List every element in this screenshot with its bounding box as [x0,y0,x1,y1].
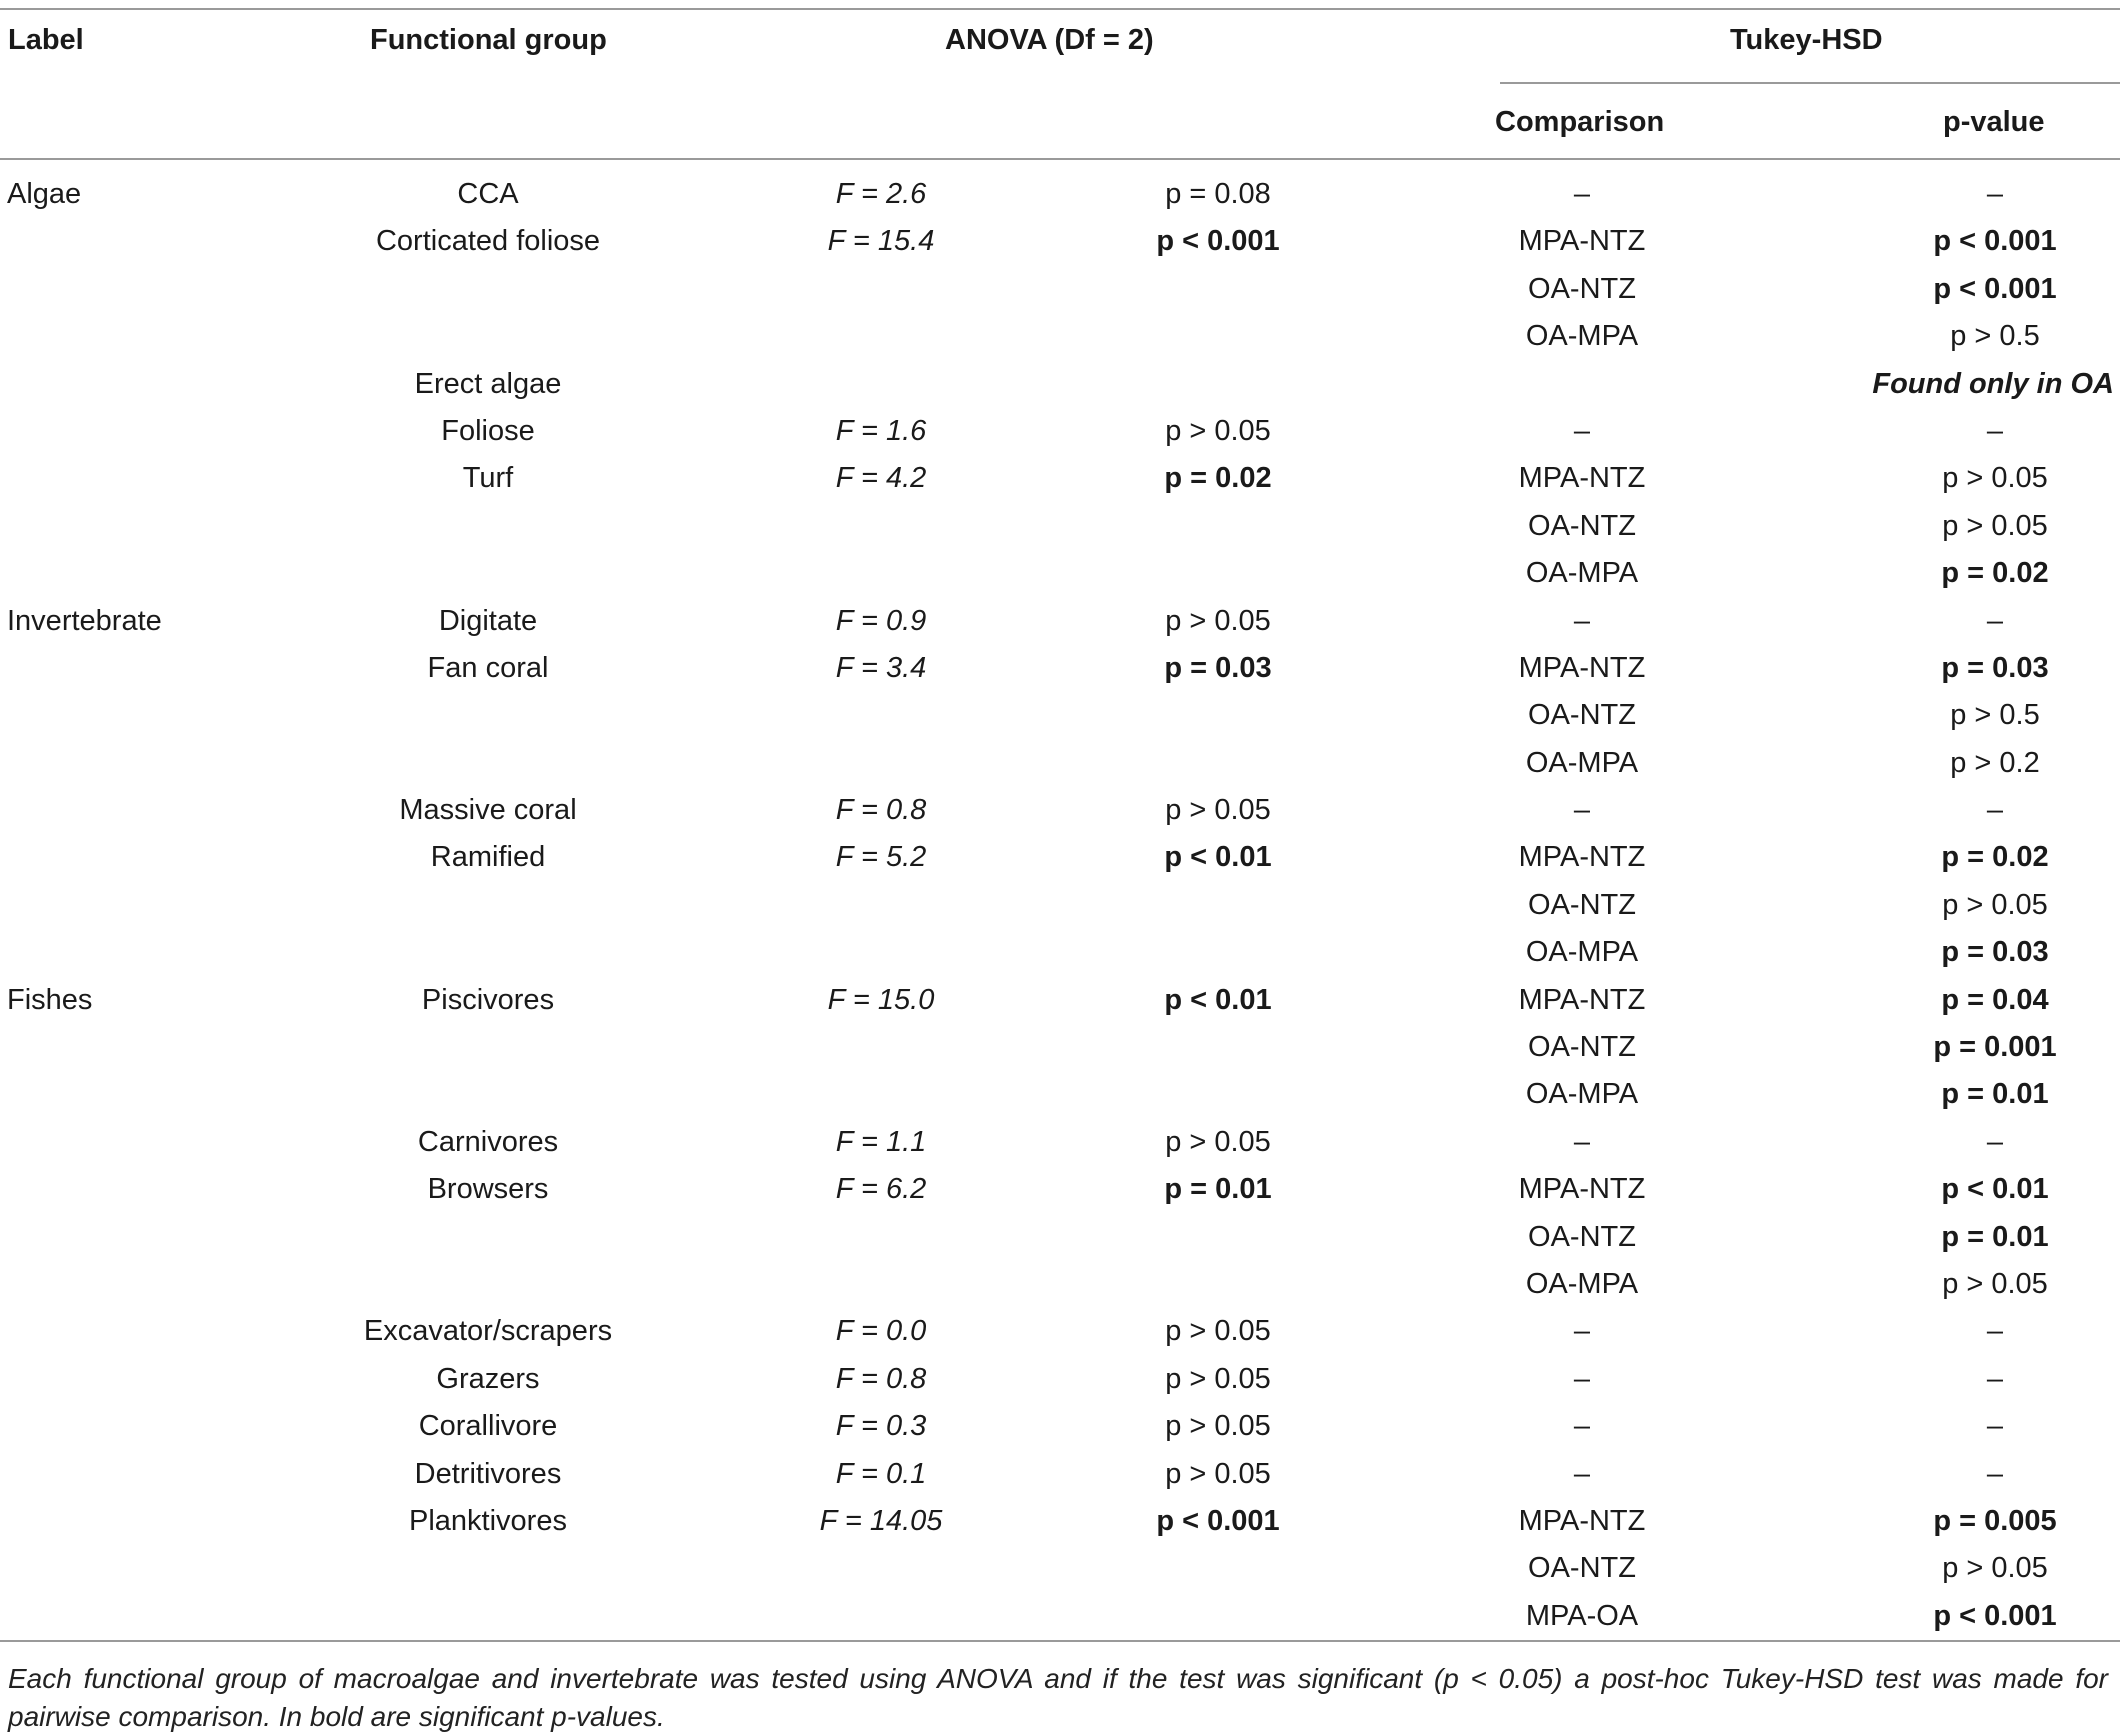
tukey-p-value: p < 0.001 [1933,225,2057,258]
table-row [0,1122,2120,1169]
table-top-rule [0,8,2120,10]
tukey-comparison: OA-NTZ [1528,1220,1636,1253]
tukey-comparison: MPA-NTZ [1518,841,1646,874]
table-row [0,1169,2120,1216]
table-row [0,601,2120,648]
tukey-comparison: – [1573,178,1591,210]
tukey-comparison: OA-NTZ [1528,509,1636,542]
table-row [0,1406,2120,1453]
tukey-p-value: p > 0.5 [1950,699,2040,732]
f-statistic: F = 0.8 [835,794,927,827]
f-statistic: F = 15.4 [827,225,935,258]
anova-p-value: p > 0.05 [1165,1125,1271,1158]
f-statistic: F = 0.8 [835,1362,927,1395]
table-row [0,695,2120,742]
anova-p-value: p > 0.05 [1165,1410,1271,1443]
tukey-comparison: OA-NTZ [1528,888,1636,921]
tukey-comparison: MPA-NTZ [1518,1504,1646,1537]
table-row [0,1454,2120,1501]
tukey-p-value: – [1986,414,2004,447]
table-row [0,221,2120,268]
tukey-comparison: OA-MPA [1525,320,1639,353]
f-statistic: F = 2.6 [835,178,927,210]
table-row [0,790,2120,837]
functional-group: Massive coral [399,794,577,827]
anova-p-value: p = 0.01 [1164,1173,1272,1206]
table-row [0,1596,2120,1643]
tukey-p-value: p > 0.2 [1950,746,2040,779]
functional-group: Fan coral [427,651,549,684]
f-statistic: F = 0.0 [835,1315,927,1348]
tukey-p-value: p = 0.01 [1941,1078,2049,1111]
table-row [0,648,2120,695]
functional-group: Detritivores [414,1457,562,1490]
tukey-comparison: MPA-NTZ [1518,1173,1646,1206]
functional-group: Digitate [438,604,538,637]
table-footnote: Each functional group of macroalgae and invertebrate was tested using ANOVA and if the test was significant (p < 0.05) a post-hoc Tukey-HSD test was made for pairwise comparison. In bold are significant p-values. [8,1663,2108,1732]
tukey-p-value: p = 0.04 [1941,983,2049,1016]
tukey-p-value: p > 0.5 [1950,320,2040,353]
tukey-comparison: OA-MPA [1525,1078,1639,1111]
tukey-comparison: MPA-NTZ [1518,983,1646,1016]
f-statistic: F = 6.2 [835,1173,927,1206]
anova-p-value: p > 0.05 [1165,1457,1271,1490]
tukey-p-value: p > 0.05 [1942,1552,2048,1585]
tukey-p-value: – [1986,1410,2004,1443]
table-row [0,1311,2120,1358]
tukey-p-value: p > 0.05 [1942,1267,2048,1300]
tukey-comparison: OA-NTZ [1528,1552,1636,1585]
f-statistic: F = 5.2 [835,841,927,874]
tukey-p-value: p < 0.01 [1941,1173,2049,1206]
tukey-p-value: p > 0.05 [1942,888,2048,921]
anova-p-value: p > 0.05 [1165,604,1271,637]
f-statistic: F = 3.4 [835,651,927,684]
row-label: Algae [7,178,82,210]
table-row [0,174,2120,221]
functional-group: Foliose [441,414,535,447]
functional-group: Piscivores [421,983,555,1016]
anova-p-value: p < 0.01 [1164,983,1272,1016]
table-row [0,364,2120,411]
tukey-comparison: OA-MPA [1525,936,1639,969]
tukey-p-value: p = 0.005 [1933,1504,2057,1537]
functional-group: Browsers [427,1173,549,1206]
header-functional-group: Functional group [370,24,607,56]
table-row [0,980,2120,1027]
table-row [0,743,2120,790]
functional-group: Grazers [436,1362,540,1395]
tukey-p-value: p = 0.03 [1941,651,2049,684]
anova-p-value: p = 0.03 [1164,651,1272,684]
f-statistic: F = 4.2 [835,462,927,495]
row-label: Invertebrate [7,604,162,637]
f-statistic: F = 1.6 [835,414,927,447]
tukey-comparison: MPA-NTZ [1518,651,1646,684]
tukey-comparison: – [1573,1410,1591,1443]
tukey-p-value: p = 0.01 [1941,1220,2049,1253]
functional-group: Corallivore [418,1410,558,1443]
tukey-comparison: OA-MPA [1525,1267,1639,1300]
tukey-comparison: – [1573,1315,1591,1348]
anova-p-value: p > 0.05 [1165,1362,1271,1395]
f-statistic: F = 0.1 [835,1457,927,1490]
tukey-p-value: – [1986,604,2004,637]
header-anova: ANOVA (Df = 2) [945,24,1154,56]
functional-group: Excavator/scrapers [363,1315,613,1348]
tukey-p-value: – [1986,178,2004,210]
tukey-header-rule [1500,82,2120,84]
header-p-value: p-value [1943,106,2045,138]
tukey-p-value: – [1986,1315,2004,1348]
functional-group: Carnivores [417,1125,559,1158]
table-row [0,1359,2120,1406]
table-row [0,1074,2120,1121]
table-row [0,1027,2120,1074]
tukey-p-value: p = 0.001 [1933,1031,2057,1064]
f-statistic: F = 15.0 [827,983,935,1016]
anova-p-value: p < 0.001 [1156,1504,1280,1537]
tukey-p-value: – [1986,1125,2004,1158]
table-row [0,411,2120,458]
tukey-p-value: p > 0.05 [1942,509,2048,542]
table-row [0,932,2120,979]
anova-p-value: p = 0.02 [1164,462,1272,495]
header-comparison: Comparison [1495,106,1665,138]
table-row [0,885,2120,932]
tukey-comparison: – [1573,1362,1591,1395]
table-bottom-rule [0,1640,2120,1642]
tukey-comparison: – [1573,1125,1591,1158]
tukey-comparison: OA-MPA [1525,746,1639,779]
anova-p-value: p > 0.05 [1165,414,1271,447]
tukey-comparison: OA-NTZ [1528,699,1636,732]
tukey-p-value: Found only in OA [1872,367,2114,400]
tukey-p-value: p < 0.001 [1933,1599,2057,1632]
table-row [0,837,2120,884]
tukey-comparison: MPA-NTZ [1518,225,1646,258]
tukey-p-value: p < 0.001 [1933,272,2057,305]
tukey-p-value: p > 0.05 [1942,462,2048,495]
tukey-comparison: OA-MPA [1525,557,1639,590]
f-statistic: F = 1.1 [835,1125,927,1158]
tukey-comparison: MPA-NTZ [1518,462,1646,495]
table-row [0,1548,2120,1595]
table-row [0,269,2120,316]
anova-p-value: p < 0.001 [1156,225,1280,258]
functional-group: Planktivores [409,1504,567,1537]
tukey-p-value: – [1986,1457,2004,1490]
table-row [0,458,2120,505]
tukey-comparison: MPA-OA [1525,1599,1639,1632]
table-row [0,506,2120,553]
tukey-comparison: OA-NTZ [1528,1031,1636,1064]
f-statistic: F = 0.9 [835,604,927,637]
table-row [0,553,2120,600]
header-label: Label [8,24,84,56]
table-row [0,1217,2120,1264]
table-row [0,316,2120,363]
functional-group: Erect algae [414,367,562,400]
table-body [0,174,2120,1643]
table-row [0,1264,2120,1311]
anova-p-value: p < 0.01 [1164,841,1272,874]
tukey-comparison: OA-NTZ [1528,272,1636,305]
anova-p-value: p = 0.08 [1165,178,1271,210]
anova-p-value: p > 0.05 [1165,794,1271,827]
tukey-comparison: – [1573,414,1591,447]
header-tukey-hsd: Tukey-HSD [1730,24,1883,56]
functional-group: Turf [462,462,514,495]
f-statistic: F = 0.3 [835,1410,927,1443]
functional-group: Corticated foliose [375,225,601,258]
tukey-comparison: – [1573,604,1591,637]
table-row [0,1501,2120,1548]
row-label: Fishes [7,983,93,1016]
tukey-p-value: p = 0.02 [1941,841,2049,874]
tukey-p-value: p = 0.02 [1941,557,2049,590]
tukey-comparison: – [1573,1457,1591,1490]
functional-group: Ramified [430,841,546,874]
tukey-p-value: – [1986,1362,2004,1395]
tukey-p-value: – [1986,794,2004,827]
tukey-p-value: p = 0.03 [1941,936,2049,969]
anova-p-value: p > 0.05 [1165,1315,1271,1348]
functional-group: CCA [457,178,519,210]
f-statistic: F = 14.05 [819,1504,943,1537]
header-bottom-rule [0,158,2120,160]
tukey-comparison: – [1573,794,1591,827]
